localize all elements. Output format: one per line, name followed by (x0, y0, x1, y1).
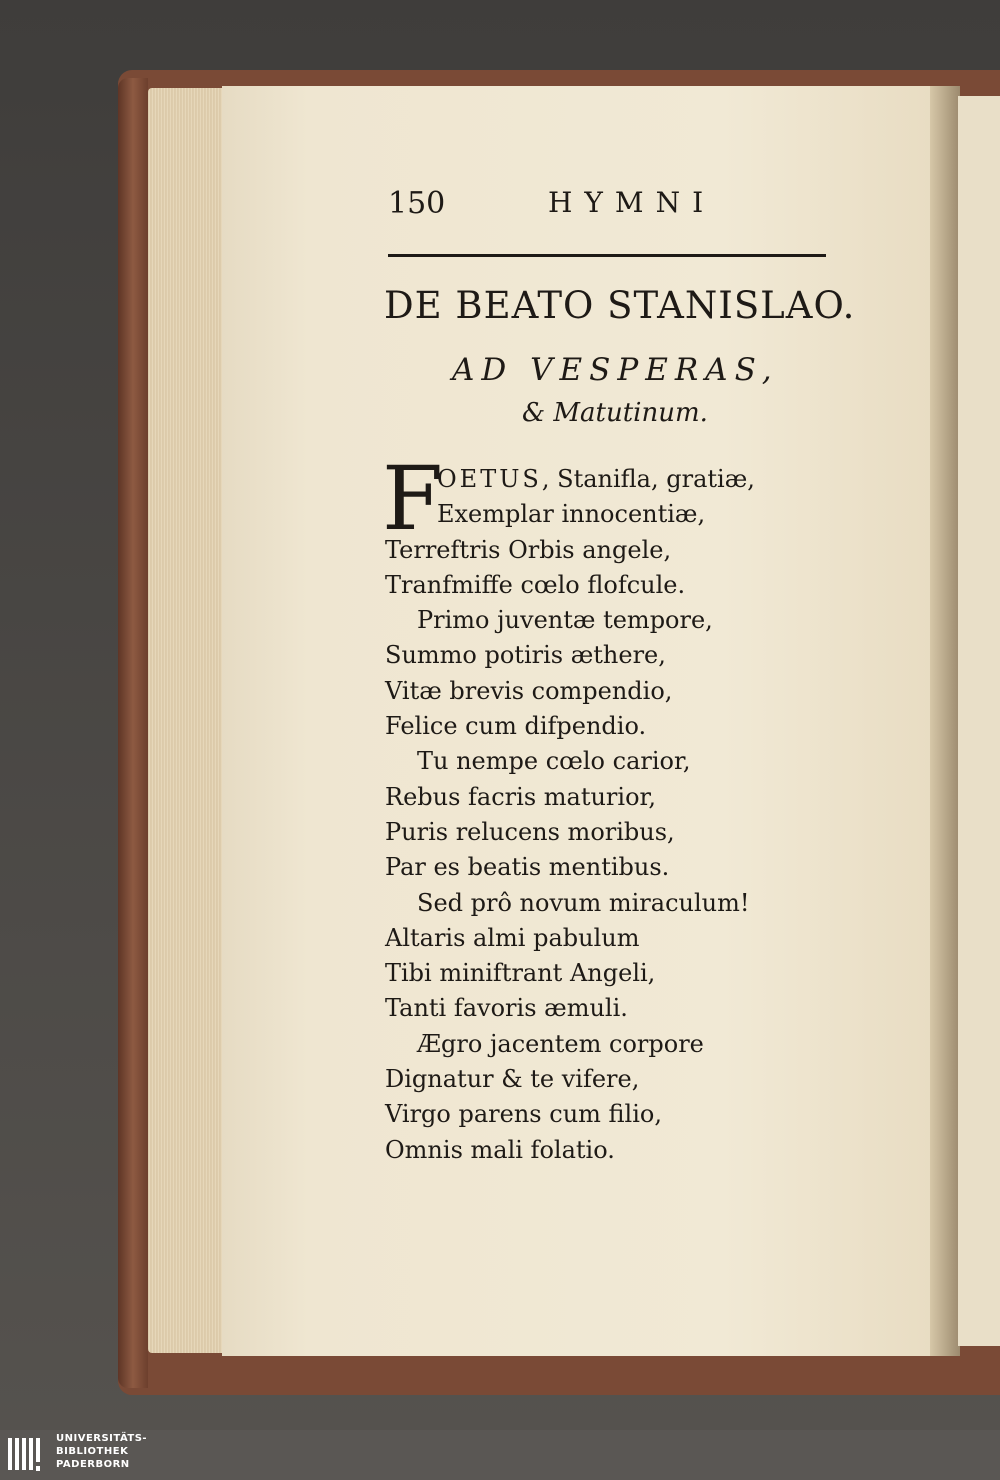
verse-line: Par es beatis mentibus. (385, 853, 670, 882)
hymn-subtitle: AD VESPERAS, (452, 352, 779, 388)
hymn-verses (385, 462, 905, 1168)
library-name (56, 1433, 147, 1472)
page-edges (148, 88, 223, 1353)
page-number: 150 (388, 186, 446, 221)
verse-line: Dignatur & te vifere, (385, 1065, 640, 1094)
verse-line: Primo juventæ tempore, (417, 606, 713, 635)
verse-line: Rebus facris maturior, (385, 782, 656, 811)
library-line: UNIVERSITÄTS- (56, 1433, 148, 1444)
first-line-rest: , Stanifla, gratiæ, (541, 465, 755, 493)
verse-line: Altaris almi pabulum (385, 923, 640, 952)
page-header (388, 186, 828, 230)
first-word: OETUS (437, 465, 542, 493)
page-gutter (930, 86, 960, 1356)
book-spine (118, 78, 148, 1388)
verse-line: Tanti favoris æmuli. (385, 994, 628, 1023)
drop-cap: F (382, 447, 444, 550)
running-title: HYMNI (548, 186, 716, 219)
verse-line: Summo potiris æthere, (385, 641, 666, 670)
library-line: PADERBORN (56, 1459, 130, 1470)
verse-line: Sed prô novum miraculum! (417, 888, 750, 917)
verse-line: Omnis mali folatio. (385, 1135, 615, 1164)
verse-line: Exemplar innocentiæ, (437, 500, 706, 529)
verse-line: Terreftris Orbis angele, (385, 535, 672, 564)
verse-line: Virgo parens cum filio, (385, 1100, 662, 1129)
verse-line: Puris relucens moribus, (385, 817, 675, 846)
header-rule (388, 254, 826, 257)
library-logo-icon (6, 1434, 50, 1476)
footer-bar (0, 1430, 1000, 1480)
verse-line: Felice cum difpendio. (385, 712, 647, 741)
verse-line (385, 462, 905, 497)
verse-line: Ægro jacentem corpore (417, 1029, 704, 1058)
library-line: BIBLIOTHEK (56, 1446, 129, 1457)
verse-line: Tu nempe cœlo carior, (417, 747, 691, 776)
verse-line: Tranfmiffe cœlo flofcule. (385, 570, 686, 599)
verse-line: Vitæ brevis compendio, (385, 676, 673, 705)
verse-line: Tibi miniftrant Angeli, (385, 959, 656, 988)
facing-page-edge (958, 96, 1000, 1346)
hymn-subtitle-secondary: & Matutinum. (522, 398, 708, 428)
hymn-title: DE BEATO STANISLAO. (384, 284, 856, 327)
